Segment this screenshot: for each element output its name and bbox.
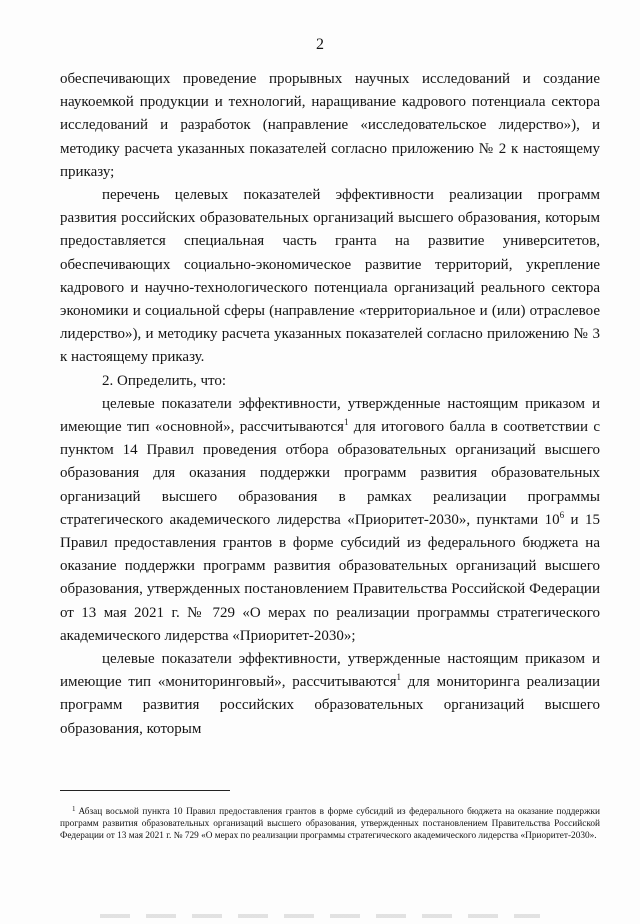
paragraph-text: целевые показатели эффективности, утвержденные настоящим приказом и имеющие тип «основной», рассчитываются	[60, 395, 600, 436]
paragraph-text: для мониторинга реализации программ развития российских образовательных организаций высшего образования, которым	[60, 674, 600, 737]
paragraph-text: целевые показатели эффективности, утвержденные настоящим приказом и имеющие тип «мониторинговый», рассчитываются	[60, 651, 600, 691]
footnote-separator	[60, 790, 230, 791]
footnote-text: Абзац восьмой пункта 10 Правил предоставления грантов в форме субсидий из федерального бюджета на оказание поддержки программ развития образовательных организаций высшего образования, утвержденных постановлением Правительства Российской Федерации от 13 мая 2021 г. № 729 «О мерах по реализации программы стратегического академического лидерства «Приоритет-2030».	[60, 807, 600, 841]
footnote-reference: 1	[396, 672, 402, 683]
paragraph-list-item-3: перечень целевых показателей эффективности реализации программ развития российских образовательных организаций высшего образования, которым предоставляется специальная часть гранта на развитие университетов, обеспечивающих социально-экономическое развитие территорий, укрепление кадрового и научно-технологического потенциала организаций реального сектора экономики и социальной сферы (направление «территориальное и (или) отраслевое лидерство»), и методику расчета указанных показателей согласно приложению № 3 к настоящему приказу.	[60, 187, 600, 366]
paragraph-monitoring-indicators	[60, 648, 600, 741]
paragraph-section-2: 2. Определить, что:	[102, 372, 227, 389]
paragraph-text: для итогового балла в соответствии с пунктом 14 Правил проведения отбора образовательных организаций высшего образования для оказания поддержки программ развития образовательных организаций высшего образования в рамках реализации программы стратегического академического лидерства «Приоритет-2030», пунктами 10	[60, 419, 600, 528]
footnote-reference: 1	[343, 417, 349, 428]
page-number: 2	[316, 36, 324, 53]
footnote-mark: 1	[72, 805, 76, 813]
superscript-point: 6	[559, 509, 565, 520]
paragraph-main-indicators	[60, 393, 600, 648]
footnote	[60, 803, 600, 842]
scan-artifact	[100, 914, 540, 918]
document-body	[60, 68, 600, 741]
paragraph-text: и 15 Правил предоставления грантов в форме субсидий из федерального бюджета на оказание поддержки программ развития образовательных организаций высшего образования, утвержденных постановлением Правительства Российской Федерации от 13 мая 2021 г. № 729 «О мерах по реализации программы стратегического академического лидерства «Приоритет-2030»;	[60, 511, 600, 644]
paragraph-continuation: обеспечивающих проведение прорывных научных исследований и создание наукоемкой продукции и технологий, наращивание кадрового потенциала сектора исследований и разработок (направление «исследовательское лидерство»), и методику расчета указанных показателей согласно приложению № 2 к настоящему приказу;	[60, 71, 600, 180]
